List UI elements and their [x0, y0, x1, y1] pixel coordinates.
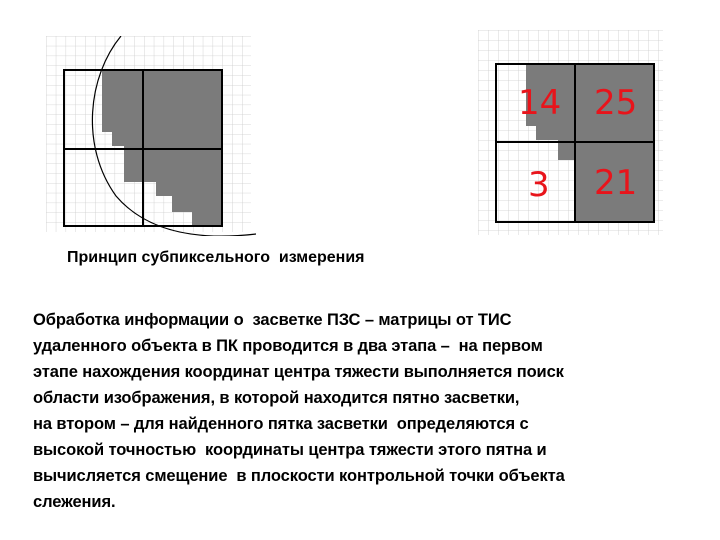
- ccd-spot-diagram: [46, 36, 256, 236]
- paragraph-line: на втором – для найденного пятка засветки определяются с: [33, 415, 529, 433]
- figure-caption: Принцип субпиксельного измерения: [67, 249, 365, 266]
- paragraph-line: этапе нахождения координат центра тяжести выполняется поиск: [33, 363, 564, 381]
- paragraph-line: высокой точностью координаты центра тяжести этого пятна и: [33, 441, 547, 459]
- count-top-right: 25: [594, 83, 638, 123]
- paragraph-line: Обработка информации о засветке ПЗС – матрицы от ТИС: [33, 311, 512, 329]
- ccd-spot-figure: [46, 36, 256, 241]
- paragraph-line: вычисляется смещение в плоскости контрольной точки объекта: [33, 467, 565, 485]
- description-paragraph: [33, 307, 693, 515]
- count-top-left: 14: [518, 83, 562, 123]
- count-bottom-left: 3: [528, 165, 550, 205]
- quadrant-counts-figure: [478, 30, 668, 245]
- paragraph-line: удаленного объекта в ПК проводится в два этапа – на первом: [33, 337, 543, 355]
- paragraph-line: области изображения, в которой находится пятно засветки,: [33, 389, 520, 407]
- count-bottom-right: 21: [594, 163, 638, 203]
- quadrant-counts-diagram: [478, 30, 668, 240]
- paragraph-line: слежения.: [33, 493, 116, 511]
